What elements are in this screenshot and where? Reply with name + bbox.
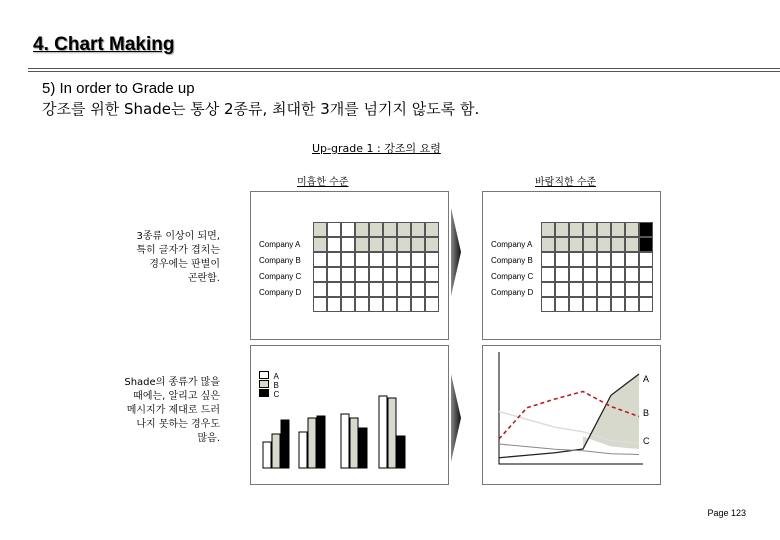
grid-cell: [369, 252, 383, 267]
grid-cell: [541, 237, 555, 252]
line-chart-panel: [482, 345, 661, 485]
company-label: Company B: [259, 256, 301, 265]
grid-cell: [625, 252, 639, 267]
grid-cell: [313, 222, 327, 237]
grid-cell: [541, 252, 555, 267]
grid-cell: [327, 267, 341, 282]
grid-cell: [611, 267, 625, 282]
page-number: Page 123: [707, 508, 746, 518]
note-bottom-line: 많음.: [197, 433, 220, 444]
grid-cell: [541, 282, 555, 297]
bar-legend: [259, 366, 280, 399]
grid-cell: [555, 297, 569, 312]
bar-a: [341, 414, 349, 468]
shaded-gap-area: [583, 374, 639, 449]
grid-cell: [425, 222, 439, 237]
grid-cell: [369, 222, 383, 237]
grid-cell: [555, 267, 569, 282]
grid-cell: [555, 222, 569, 237]
grid-cell: [569, 222, 583, 237]
grid-cell: [341, 267, 355, 282]
grid-cell: [541, 267, 555, 282]
grid-cell: [313, 237, 327, 252]
note-bottom-line: 메시지가 제대로 드러: [126, 405, 220, 416]
transition-arrow-icon: [449, 208, 463, 296]
grid-cell: [355, 237, 369, 252]
legend-label: B: [273, 381, 279, 390]
grid-cell: [397, 297, 411, 312]
grid-cell: [583, 282, 597, 297]
grid-cell: [555, 237, 569, 252]
grid-cell: [583, 252, 597, 267]
company-label: Company A: [259, 240, 301, 249]
grid-cell: [583, 297, 597, 312]
grid-cell: [639, 252, 653, 267]
grid-cell: [625, 267, 639, 282]
bar-c: [317, 416, 325, 468]
grid-cell: [583, 267, 597, 282]
line-chart: [483, 346, 660, 484]
grid-cell: [625, 222, 639, 237]
company-label: Company D: [491, 288, 534, 297]
bar-a: [299, 432, 307, 468]
note-bottom-line: 나지 못하는 경우도: [136, 419, 220, 430]
bar-c: [397, 436, 405, 468]
grid-cell: [411, 252, 425, 267]
company-label: Company A: [491, 240, 533, 249]
bar-a: [379, 396, 387, 468]
bar-chart: [251, 346, 448, 484]
grid-cell: [355, 222, 369, 237]
grid-cell: [639, 237, 653, 252]
subtitle-line-1: 5) In order to Grade up: [42, 80, 195, 97]
bar-chart-panel: [250, 345, 449, 485]
grid-cell: [569, 237, 583, 252]
grid-panel-good: [482, 191, 661, 340]
grid-cell: [355, 252, 369, 267]
bar-b: [388, 398, 396, 468]
note-top-line: 경우에는 판별이: [149, 259, 220, 270]
grid-cell: [355, 267, 369, 282]
grid-cell: [611, 297, 625, 312]
grid-cell: [555, 252, 569, 267]
grid-cell: [569, 282, 583, 297]
grid-cell: [611, 237, 625, 252]
legend-item-b: [259, 375, 279, 390]
grid-cell: [369, 297, 383, 312]
grid-cell: [327, 237, 341, 252]
legend-item-c: [259, 384, 280, 399]
grid-cell: [383, 222, 397, 237]
grid-cell: [327, 297, 341, 312]
note-top-line: 특히 글자가 겹치는: [136, 245, 220, 256]
grid-cell: [383, 252, 397, 267]
grid-cell: [341, 237, 355, 252]
legend-label: C: [273, 390, 280, 399]
grid-cell: [425, 297, 439, 312]
poor-level-header: 미흡한 수준: [297, 177, 349, 188]
note-top-line: 3종류 이상이 되면,: [136, 231, 220, 242]
grid-cell: [397, 282, 411, 297]
grid-cell: [555, 282, 569, 297]
grid-cell: [611, 252, 625, 267]
grid-cell: [541, 222, 555, 237]
grid-cell: [383, 267, 397, 282]
grid-cell: [327, 252, 341, 267]
bar-c: [359, 428, 367, 468]
grid-cell: [369, 237, 383, 252]
grid-cell: [583, 222, 597, 237]
grid-cell: [355, 282, 369, 297]
company-label: Company C: [491, 272, 534, 281]
company-label: Company B: [491, 256, 533, 265]
grid-cell: [383, 237, 397, 252]
bar-b: [308, 418, 316, 468]
grid-cell: [341, 297, 355, 312]
legend-label: A: [273, 372, 279, 381]
bar-b: [350, 418, 358, 468]
grid-cell: [639, 297, 653, 312]
company-label: Company C: [259, 272, 302, 281]
gantt-grid-poor: [251, 192, 448, 339]
line-label-a: A: [643, 374, 650, 384]
grid-cell: [383, 297, 397, 312]
grid-cell: [425, 237, 439, 252]
title-divider: [28, 68, 780, 72]
grid-cell: [397, 222, 411, 237]
grid-cell: [313, 297, 327, 312]
grid-cell: [611, 282, 625, 297]
grid-cell: [639, 282, 653, 297]
grid-cell: [611, 222, 625, 237]
grid-cell: [397, 252, 411, 267]
good-level-header: 바람직한 수준: [535, 177, 597, 188]
grid-cell: [355, 297, 369, 312]
grid-cell: [313, 267, 327, 282]
grid-cell: [625, 237, 639, 252]
company-label: Company D: [259, 288, 302, 297]
bar-b: [272, 434, 280, 468]
grid-cell: [341, 282, 355, 297]
grid-cell: [411, 267, 425, 282]
transition-arrow-icon: [449, 374, 463, 462]
grid-cell: [639, 222, 653, 237]
grid-cell: [327, 222, 341, 237]
bar-c: [281, 420, 289, 468]
grid-cell: [411, 297, 425, 312]
note-top-line: 곤란함.: [187, 273, 220, 284]
grid-cell: [383, 282, 397, 297]
grid-cell: [597, 237, 611, 252]
grid-cell: [341, 222, 355, 237]
grid-cell: [569, 297, 583, 312]
grid-cell: [597, 297, 611, 312]
grid-cell: [411, 282, 425, 297]
grid-cell: [569, 252, 583, 267]
grid-cell: [369, 282, 383, 297]
gantt-grid-good: [483, 192, 660, 339]
legend-swatch: [259, 389, 269, 397]
grid-cell: [583, 237, 597, 252]
grid-cell: [369, 267, 383, 282]
grid-cell: [597, 252, 611, 267]
bar-a: [263, 442, 271, 468]
grid-cell: [597, 267, 611, 282]
grid-cell: [625, 297, 639, 312]
note-bottom-line: Shade의 종류가 많을: [124, 377, 220, 388]
line-label-b: B: [643, 408, 650, 418]
grid-cell: [625, 282, 639, 297]
note-bottom: [90, 376, 220, 446]
grid-cell: [341, 252, 355, 267]
grid-cell: [327, 282, 341, 297]
subtitle-line-2: 강조를 위한 Shade는 통상 2종류, 최대한 3개를 넘기지 않도록 함.: [42, 100, 480, 118]
grid-cell: [397, 237, 411, 252]
upgrade-label: Up-grade 1 : 강조의 요령: [312, 142, 441, 155]
grid-cell: [411, 222, 425, 237]
grid-cell: [425, 267, 439, 282]
grid-cell: [411, 237, 425, 252]
grid-cell: [639, 267, 653, 282]
legend-item-a: [259, 366, 279, 381]
note-bottom-line: 때에는, 알리고 싶은: [133, 391, 220, 402]
grid-cell: [313, 252, 327, 267]
note-top: [100, 230, 220, 286]
slide-title: 4. Chart Making: [33, 34, 175, 55]
grid-cell: [313, 282, 327, 297]
grid-cell: [597, 222, 611, 237]
line-label-c: C: [643, 436, 650, 446]
grid-cell: [541, 297, 555, 312]
grid-cell: [397, 267, 411, 282]
grid-panel-poor: [250, 191, 449, 340]
grid-cell: [597, 282, 611, 297]
grid-cell: [569, 267, 583, 282]
grid-cell: [425, 252, 439, 267]
grid-cell: [425, 282, 439, 297]
